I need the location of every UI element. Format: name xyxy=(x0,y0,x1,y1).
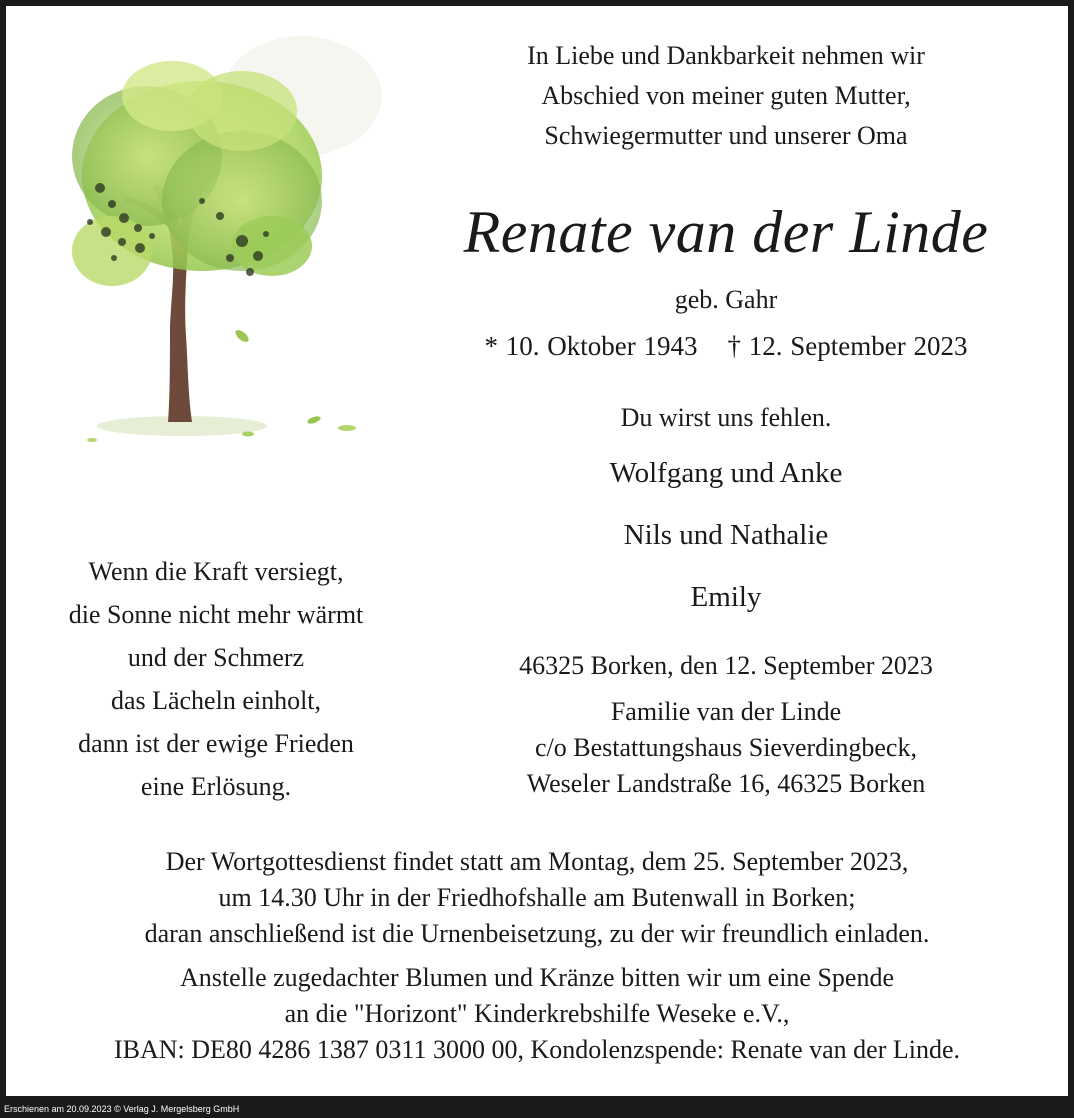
contact-address xyxy=(426,694,1026,802)
address-line: Familie van der Linde xyxy=(610,697,842,726)
poem-line: Wenn die Kraft versiegt, xyxy=(88,557,344,586)
maiden-name: geb. Gahr xyxy=(674,285,778,314)
poem-line: dann ist der ewige Frieden xyxy=(78,729,354,758)
mourner-name: Emily xyxy=(690,581,762,613)
service-line: um 14.30 Uhr in der Friedhofshalle am Butenwall in Borken; xyxy=(218,883,856,912)
intro-line: Schwiegermutter und unserer Oma xyxy=(544,121,908,150)
address-line: c/o Bestattungshaus Sieverdingbeck, xyxy=(535,733,917,762)
donation-line: an die "Horizont" Kinderkrebshilfe Weseke e.V., xyxy=(284,999,790,1028)
mourners-list xyxy=(426,442,1026,628)
intro-text xyxy=(426,36,1026,156)
death-date: † 12. September 2023 xyxy=(727,331,968,361)
poem-line: und der Schmerz xyxy=(127,643,305,672)
mourner-name: Nils und Nathalie xyxy=(623,519,829,551)
place-date: 46325 Borken, den 12. September 2023 xyxy=(519,651,933,680)
life-dates xyxy=(426,326,1026,366)
poem xyxy=(16,550,416,808)
deceased-name: Renate van der Linde xyxy=(463,199,989,265)
donation-info xyxy=(6,960,1068,1068)
farewell-text: Du wirst uns fehlen. xyxy=(620,403,832,432)
service-line: daran anschließend ist die Urnenbeisetzung, zu der wir freundlich einladen. xyxy=(144,919,930,948)
mourner-name: Wolfgang und Anke xyxy=(609,457,843,489)
donation-line: IBAN: DE80 4286 1387 0311 3000 00, Kondolenzspende: Renate van der Linde. xyxy=(113,1035,961,1064)
poem-line: die Sonne nicht mehr wärmt xyxy=(68,600,364,629)
intro-line: Abschied von meiner guten Mutter, xyxy=(541,81,911,110)
watercolor-tree-icon xyxy=(52,36,392,456)
obituary-notice xyxy=(6,6,1068,1096)
service-line: Der Wortgottesdienst findet statt am Montag, dem 25. September 2023, xyxy=(165,847,909,876)
poem-line: eine Erlösung. xyxy=(140,772,292,801)
poem-line: das Lächeln einholt, xyxy=(110,686,322,715)
address-line: Weseler Landstraße 16, 46325 Borken xyxy=(526,769,926,798)
service-info xyxy=(6,844,1068,952)
birth-date: * 10. Oktober 1943 xyxy=(484,331,698,361)
donation-line: Anstelle zugedachter Blumen und Kränze bitten wir um eine Spende xyxy=(179,963,895,992)
intro-line: In Liebe und Dankbarkeit nehmen wir xyxy=(527,41,925,70)
publication-footer: Erschienen am 20.09.2023 © Verlag J. Mergelsberg GmbH xyxy=(4,1104,240,1114)
